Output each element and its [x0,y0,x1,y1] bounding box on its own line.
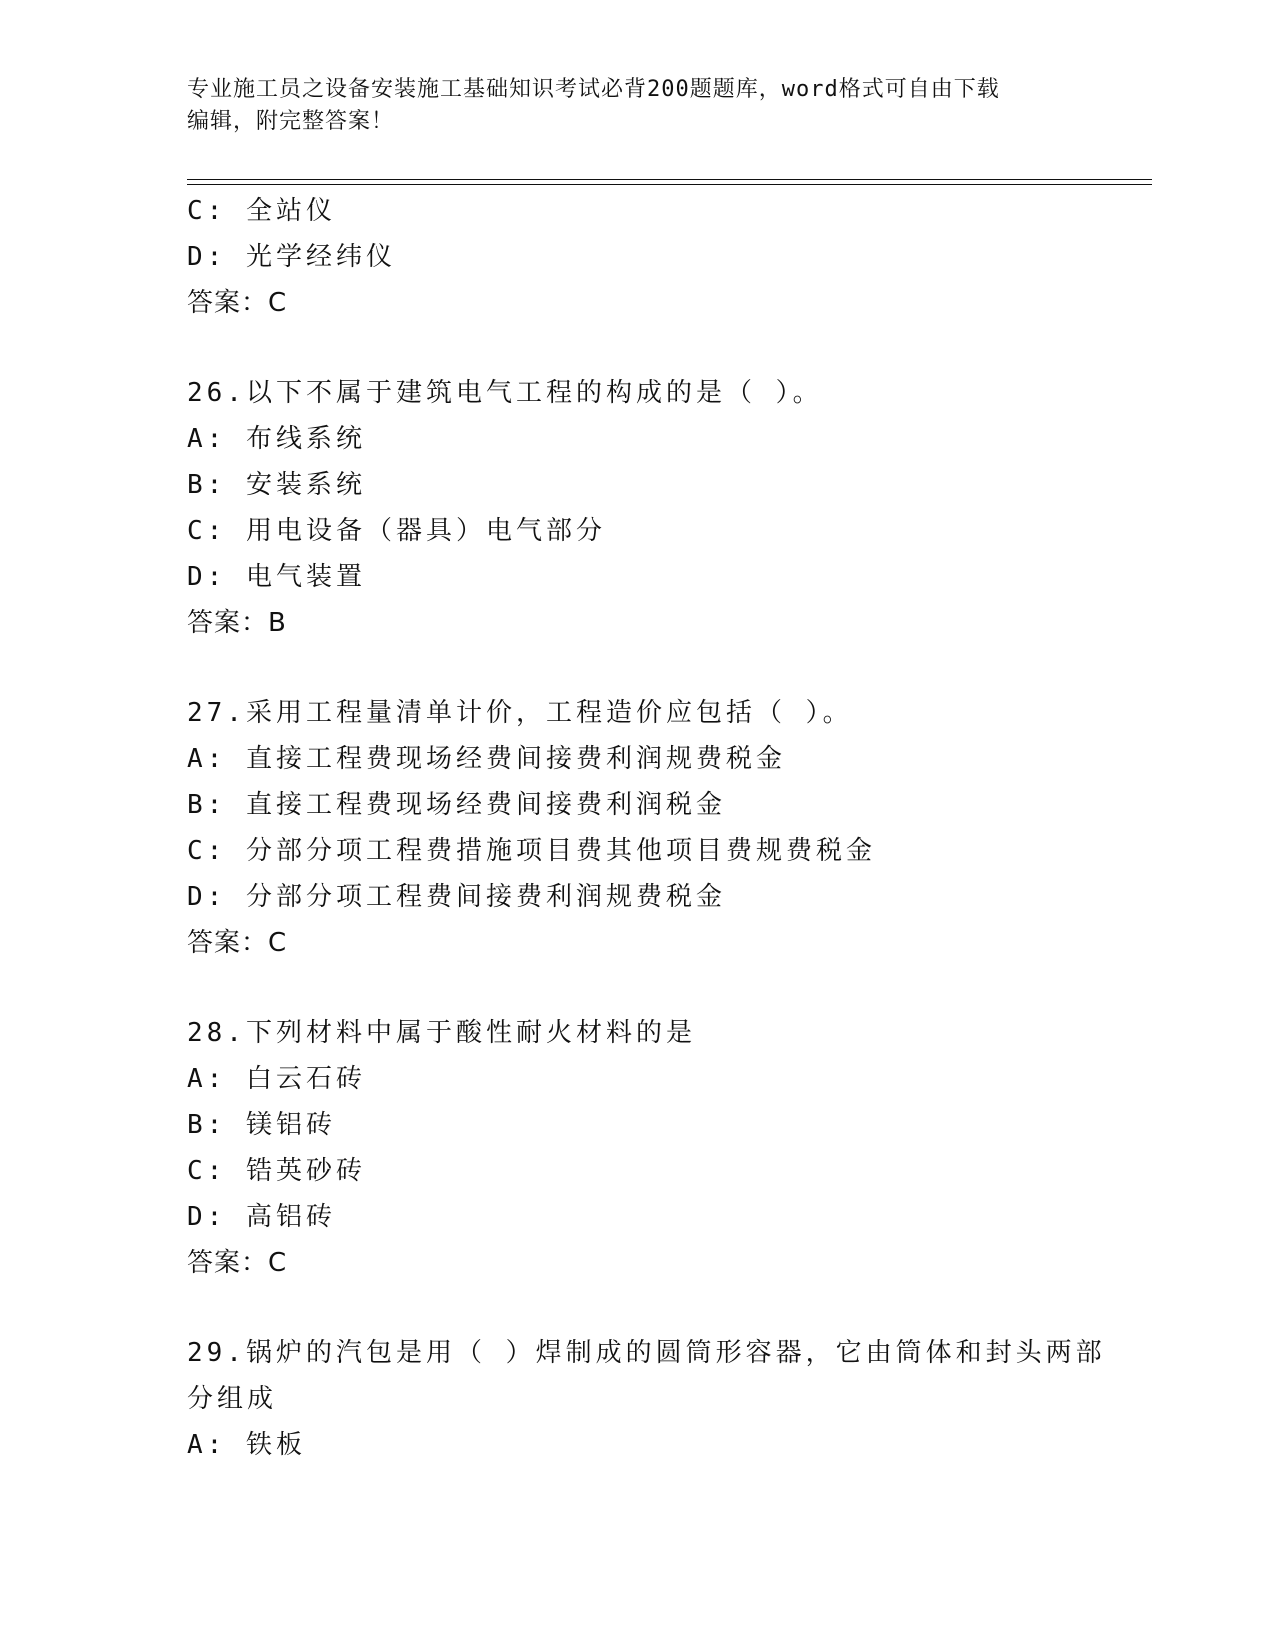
option-a: A: 布线系统 [187,424,366,454]
option-a: A: 铁板 [187,1430,306,1460]
document-header [187,74,1087,138]
option-a: A: 直接工程费现场经费间接费利润规费税金 [187,744,786,774]
question-29 [187,1330,1106,1468]
spacer [187,1286,1087,1330]
option-b: B: 直接工程费现场经费间接费利润税金 [187,790,726,820]
answer-line: 答案：C [187,288,288,318]
question-stem-line-1: 29.锅炉的汽包是用（ ）焊制成的圆筒形容器，它由筒体和封头两部 [187,1338,1106,1368]
option-c: C: 用电设备（器具）电气部分 [187,516,606,546]
option-d: D: 电气装置 [187,562,366,592]
option-c: C: 锆英砂砖 [187,1156,366,1186]
question-26 [187,370,1087,646]
spacer [187,326,1087,370]
spacer [187,966,1087,1010]
option-a: A: 白云石砖 [187,1064,366,1094]
spacer [187,646,1087,690]
option-d: D: 分部分项工程费间接费利润规费税金 [187,882,726,912]
header-divider-bottom [187,184,1152,185]
option-d: D: 光学经纬仪 [187,242,396,272]
question-stem: 27.采用工程量清单计价，工程造价应包括（ ）。 [187,698,853,728]
header-line-1: 专业施工员之设备安装施工基础知识考试必背200题题库，word格式可自由下载 [187,77,1000,102]
option-b: B: 镁铝砖 [187,1110,336,1140]
option-c: C: 分部分项工程费措施项目费其他项目费规费税金 [187,836,876,866]
answer-line: 答案：C [187,1248,288,1278]
header-divider-top [187,179,1152,180]
question-list [187,188,1106,1468]
question-stem: 26.以下不属于建筑电气工程的构成的是（ ）。 [187,378,823,408]
question-27 [187,690,1087,966]
option-c: C: 全站仪 [187,196,336,226]
question-stem-line-2: 分组成 [187,1384,278,1414]
question-stem: 28.下列材料中属于酸性耐火材料的是 [187,1018,696,1048]
question-25-continuation [187,188,1087,326]
option-d: D: 高铝砖 [187,1202,336,1232]
question-28 [187,1010,1087,1286]
header-line-2: 编辑，附完整答案！ [187,109,395,134]
option-b: B: 安装系统 [187,470,366,500]
answer-line: 答案：B [187,608,287,638]
answer-line: 答案：C [187,928,288,958]
